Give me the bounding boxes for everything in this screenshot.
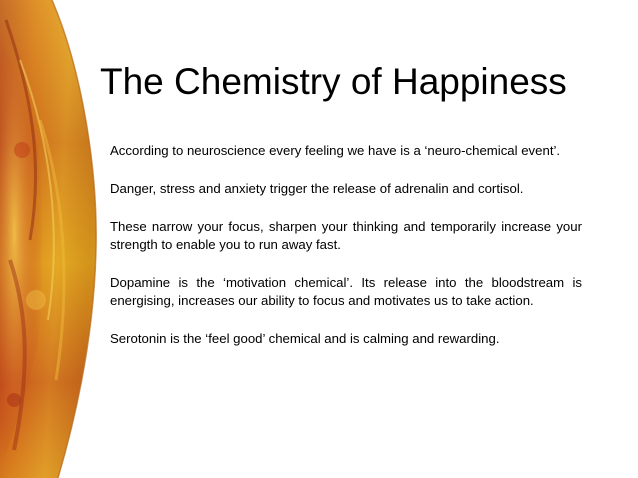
paragraph-narrow-focus: These narrow your focus, sharpen your thinking and temporarily increase your strength to enable you to run away fast. bbox=[110, 219, 582, 252]
slide-body bbox=[110, 142, 582, 368]
paragraph-neuroscience: According to neuroscience every feeling we have is a ‘neuro-chemical event’. bbox=[110, 143, 561, 158]
paragraph-danger-stress: Danger, stress and anxiety trigger the release of adrenalin and cortisol. bbox=[110, 181, 524, 196]
paragraph-serotonin: Serotonin is the ‘feel good’ chemical and is calming and rewarding. bbox=[110, 331, 500, 346]
slide-title: The Chemistry of Happiness bbox=[100, 61, 567, 102]
paragraph-dopamine: Dopamine is the ‘motivation chemical’. Its release into the bloodstream is energising, increases our ability to focus and motivates us to take action. bbox=[110, 275, 582, 308]
